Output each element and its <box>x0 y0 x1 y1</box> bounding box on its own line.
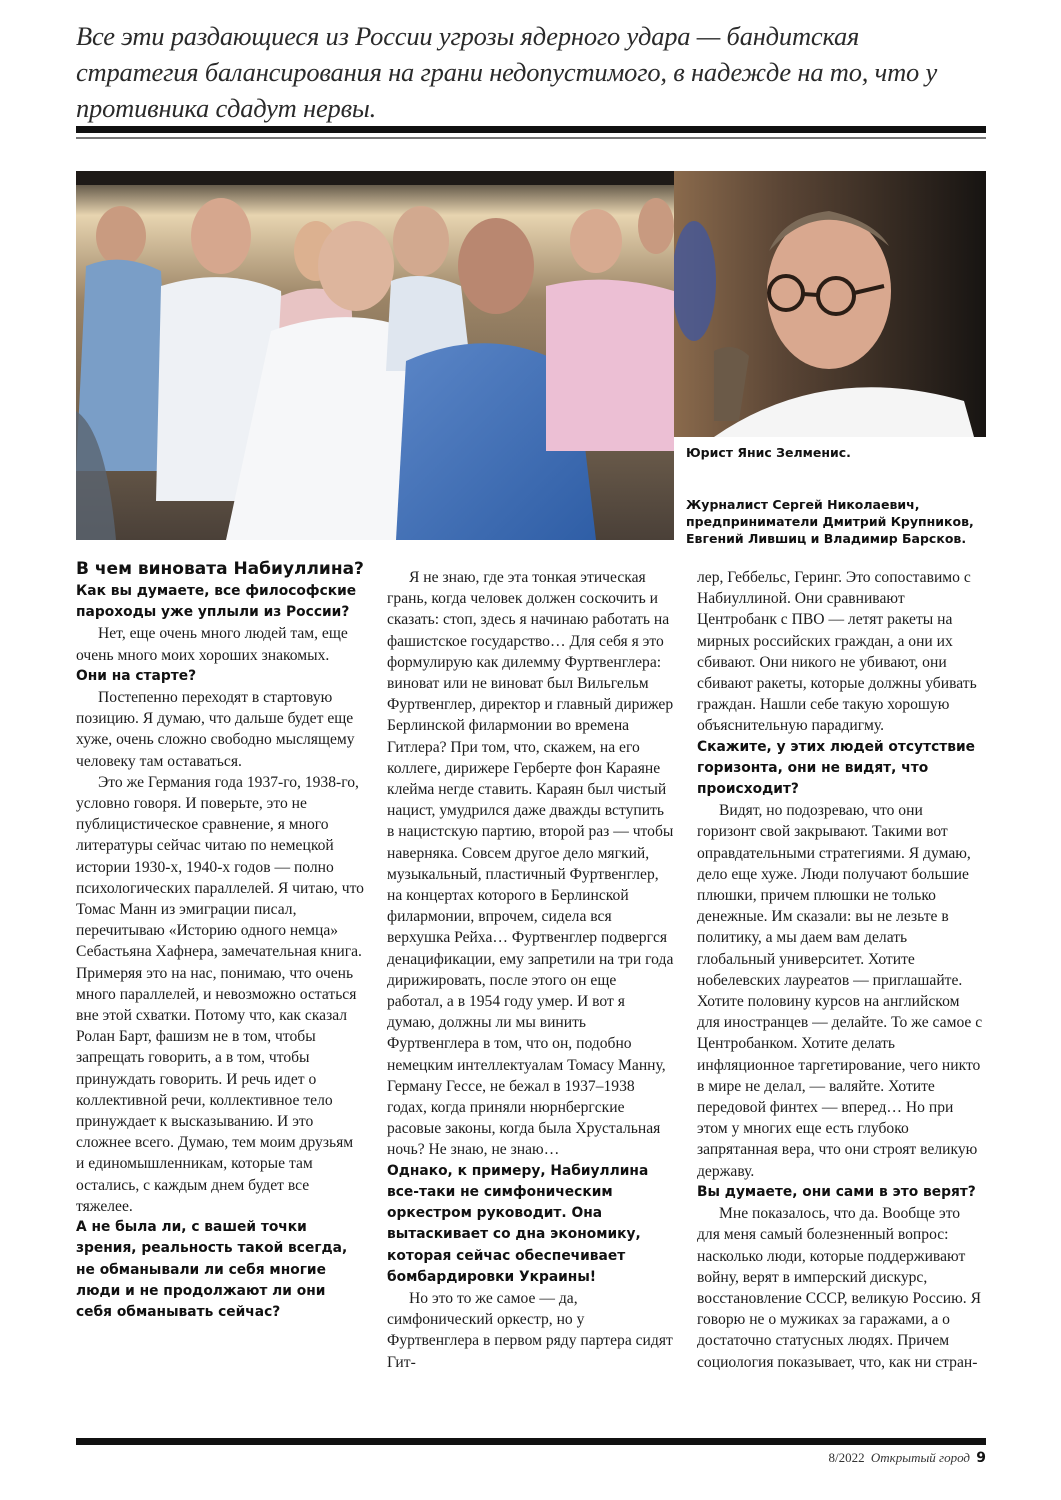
caption-portrait: Юрист Янис Зелменис. <box>686 445 851 460</box>
interview-question: Как вы думаете, все философские пароходы уже уплыли из России? <box>76 583 357 621</box>
caption-group: Журналист Сергей Николаевич, предприниматели Дмитрий Крупников, Евгений Лившиц и Владимир Барсков. <box>686 497 974 546</box>
group-photo-illustration <box>76 171 674 540</box>
footer-rule <box>76 1438 986 1445</box>
interview-question: Скажите, у этих людей отсутствие горизонта, они не видят, что происходит? <box>697 738 975 798</box>
column-3-body <box>697 567 985 1373</box>
column-2-body <box>387 567 675 1373</box>
article-column-3 <box>697 567 985 1373</box>
issue-number: 8/2022 <box>828 1450 865 1465</box>
article-column-1 <box>76 560 364 1323</box>
page-footer <box>829 1450 986 1466</box>
interview-answer: лер, Геббельс, Геринг. Это сопоставимо с Набиуллиной. Они сравнивают Центробанк с ПВО — летят ракеты на мирных российских граждан, а они их сбивают. Они никого не убивают, они сбивают ракеты, которые должны убивать граждан. Нашли себе такую хорошую объяснительную парадигму. <box>697 569 977 735</box>
interview-answer: Это же Германия года 1937-го, 1938-го, условно говоря. И поверьте, это не публицистическое сравнение, я много литературы сейчас читаю по немецкой истории 1930-х, 1940-х годов — полно психологических параллелей. Я читаю, что Томас Манн из эмиграции писал, перечитываю «Историю одного немца» Себастьяна Хафнера, замечательная книга. Примеряя это на нас, понимаю, что очень много параллелей, и невозможно остаться вне этой схватки. Потому что, как сказал Ролан Барт, фашизм не в том, чтобы запрещать говорить, а в том, чтобы принуждать говорить. И речь идет о коллективной речи, коллективное тело принуждает к высказыванию. И это сложнее всего. Думаю, тем моим друзьям и единомышленникам, которые там остались, с каждым днем будет все тяжелее. <box>76 773 364 1215</box>
interview-answer: Постепенно переходят в стартовую позицию. Я думаю, что дальше будет еще хуже, очень сложно свободно мыслящему человеку там оставаться. <box>76 689 355 770</box>
page-number: 9 <box>976 1450 986 1466</box>
article-column-2 <box>387 567 675 1373</box>
section-subhead: В чем виновата Набиуллина? <box>76 559 364 579</box>
interview-answer: Я не знаю, где эта тонкая этическая грань, когда человек должен соскочить и сказать: стоп, здесь я начинаю работать на фашистское государство… Для себя я это формулирую как дилемму Фуртвенглера: виноват или не виноват был Вильгельм Фуртвенглер, директор и главный дирижер Берлинской филармонии во времена Гитлера? При том, что, скажем, на его коллеге, дирижере Герберте фон Караяне клейма негде ставить. Караян был чистый нацист, умудрился даже дважды вступить в нацистскую партию, второй раз — чтобы наверняка. Совсем другое дело мягкий, музыкальный, пластичный Фуртвенглер, на концертах которого в Берлинской филармонии, впрочем, сидела вся верхушка Рейха… Фуртвенглер подвергся денацификации, ему запретили на три года дирижировать, после этого он еще работал, а в 1954 году умер. И вот я думаю, должны ли мы винить Фуртвенглера в том, что он, подобно немецким интеллектуалам Томасу Манну, Герману Гессе, не бежал в 1937–1938 годах, когда приняли нюрнбергские расовые законы, когда была Хрустальная ночь? Не знаю, не знаю… <box>387 569 674 1159</box>
interview-question: Вы думаете, они сами в это верят? <box>697 1183 976 1200</box>
header-rule-thin <box>76 137 986 139</box>
interview-answer: Но это то же самое — да, симфонический оркестр, но у Фуртвенглера в первом ряду партера сидят Гит- <box>387 1289 673 1371</box>
interview-question: Они на старте? <box>76 667 197 684</box>
interview-question: А не была ли, с вашей точки зрения, реальность такой всегда, не обманывали ли себя многие люди и не продолжают ли они себя обманывать сейчас? <box>76 1219 348 1320</box>
group-photo <box>76 171 674 540</box>
interview-answer: Мне показалось, что да. Вообще это для меня самый болезненный вопрос: насколько люди, которые поддерживают войну, верят в имперский дискурс, восстановление СССР, великую Россию. Я говорю не о мужиках за гаражами, а о достаточно статусных людях. Причем социология показывает, что, как ни стран- <box>697 1205 981 1371</box>
header-rule-thick <box>76 126 986 133</box>
portrait-photo <box>674 171 986 437</box>
portrait-photo-illustration <box>674 171 986 437</box>
column-1-body <box>76 581 364 1323</box>
interview-question: Однако, к примеру, Набиуллина все-таки не симфоническим оркестром руководит. Она вытаскивает со дна экономику, которая сейчас обеспечивает бомбардировки Украины! <box>387 1162 649 1285</box>
magazine-name: Открытый город <box>870 1450 970 1465</box>
lead-quote: Все эти раздающиеся из России угрозы ядерного удара — бандитская стратегия балансирования на грани недопустимого, в надежде на то, что у противника сдадут нервы. <box>76 21 938 123</box>
interview-answer: Видят, но подозреваю, что они горизонт свой закрывают. Такими вот оправдательными стратегиями. Я думаю, дело еще хуже. Люди получают большие плюшки, причем плюшки не только денежные. Им сказали: вы не лезьте в политику, а мы даем вам делать глобальный университет. Хотите нобелевских лауреатов — приглашайте. Хотите половину курсов на английском для иностранцев — делайте. То же самое с Центробанком. Хотите делать инфляционное таргетирование, чего никто в мире не делал, — валяйте. Хотите передовой финтех — вперед… Но при этом у многих еще есть глубоко запрятанная вера, что они строят великую державу. <box>697 802 983 1180</box>
interview-answer: Нет, еще очень много людей там, еще очень много моих хороших знакомых. <box>76 625 348 664</box>
